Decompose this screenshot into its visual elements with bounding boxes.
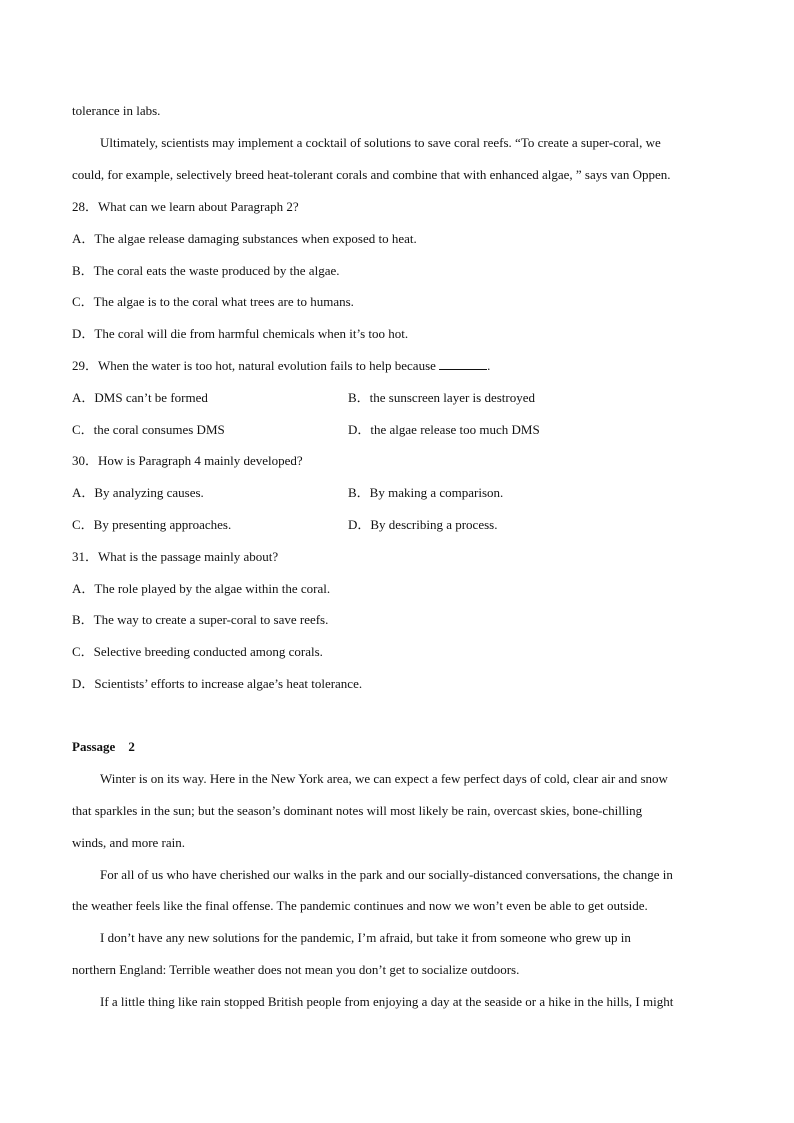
question-30-option-b: B．By making a comparison. (348, 485, 504, 500)
question-28-stem: 28．What can we learn about Paragraph 2? (72, 199, 299, 214)
question-30-option-c: C．By presenting approaches. (72, 517, 232, 532)
question-31-option-d: D．Scientists’ efforts to increase algae’s heat tolerance. (72, 676, 363, 691)
question-31-option-b: B．The way to create a super-coral to save reefs. (72, 612, 329, 627)
passage-paragraph-3-line1: I don’t have any new solutions for the pandemic, I’m afraid, but take it from someone who grew up in (100, 930, 631, 945)
passage-paragraph-1-line2: that sparkles in the sun; but the season’s dominant notes will most likely be rain, overcast skies, bone-chilling (72, 803, 643, 818)
question-29-option-a: A．DMS can’t be formed (72, 390, 208, 405)
question-28-option-b: B．The coral eats the waste produced by the algae. (72, 263, 340, 278)
passage-heading: Passage 2 (72, 739, 135, 754)
question-31-stem: 31．What is the passage mainly about? (72, 549, 279, 564)
answer-blank (439, 359, 487, 370)
question-30-stem: 30．How is Paragraph 4 mainly developed? (72, 453, 303, 468)
passage-paragraph-2-line1: For all of us who have cherished our walks in the park and our socially-distanced conversations, the change in (100, 867, 673, 882)
passage-paragraph-3-line2: northern England: Terrible weather does not mean you don’t get to socialize outdoors. (72, 962, 520, 977)
question-31-option-a: A．The role played by the algae within the coral. (72, 581, 331, 596)
question-30-option-a: A．By analyzing causes. (72, 485, 204, 500)
question-28-option-c: C．The algae is to the coral what trees are to humans. (72, 294, 354, 309)
paragraph-continuation: tolerance in labs. (72, 103, 161, 118)
passage-paragraph-1-line1: Winter is on its way. Here in the New York area, we can expect a few perfect days of cold, clear air and snow (100, 771, 668, 786)
question-30-option-d: D．By describing a process. (348, 517, 498, 532)
question-29-option-c: C．the coral consumes DMS (72, 422, 225, 437)
paragraph-ultimately-line1: Ultimately, scientists may implement a cocktail of solutions to save coral reefs. “To create a super-coral, we (100, 135, 661, 150)
passage-paragraph-2-line2: the weather feels like the final offense. The pandemic continues and now we won’t even be able to get outside. (72, 898, 648, 913)
question-29-stem (72, 358, 490, 374)
paragraph-ultimately-line2: could, for example, selectively breed heat-tolerant corals and combine that with enhanced algae, ” says van Oppen. (72, 167, 671, 182)
question-31-option-c: C．Selective breeding conducted among corals. (72, 644, 323, 659)
question-29-option-b: B．the sunscreen layer is destroyed (348, 390, 536, 405)
passage-paragraph-4-line1: If a little thing like rain stopped British people from enjoying a day at the seaside or a hike in the hills, I might (100, 994, 674, 1009)
question-29-stem-end: . (487, 358, 491, 373)
question-28-option-d: D．The coral will die from harmful chemicals when it’s too hot. (72, 326, 409, 341)
question-29-stem-text: 29．When the water is too hot, natural evolution fails to help because (72, 358, 436, 373)
question-29-option-d: D．the algae release too much DMS (348, 422, 540, 437)
question-28-option-a: A．The algae release damaging substances when exposed to heat. (72, 231, 417, 246)
passage-paragraph-1-line3: winds, and more rain. (72, 835, 186, 850)
